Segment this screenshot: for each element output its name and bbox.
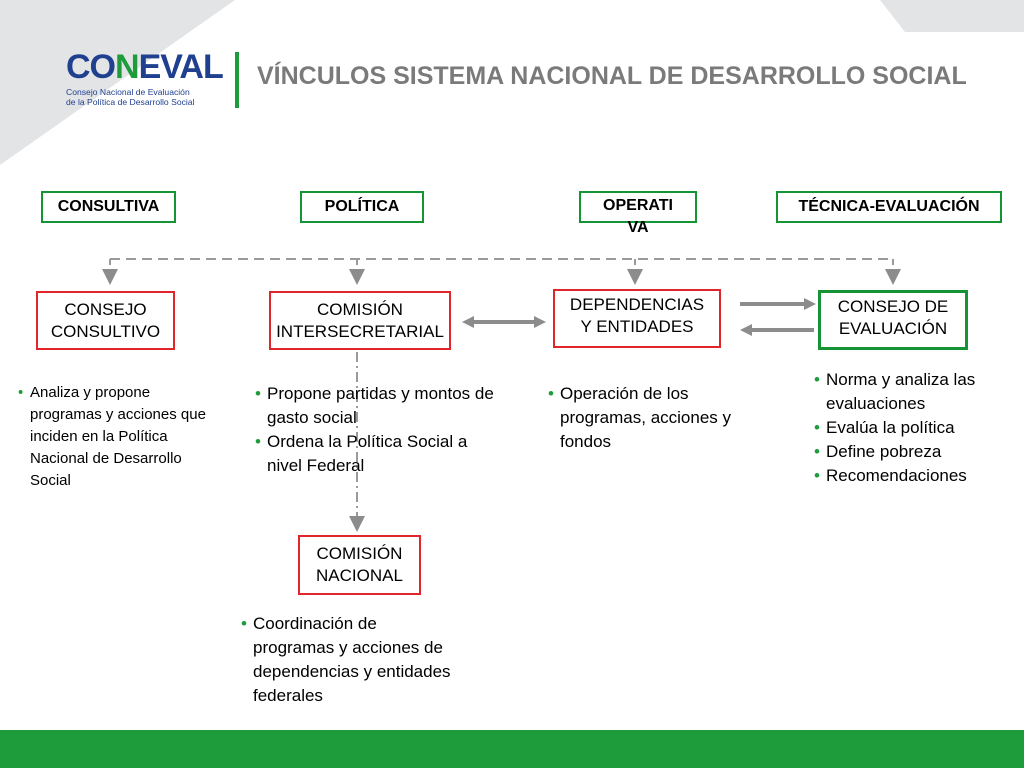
category-operativa: OPERATI VA — [579, 191, 697, 223]
node-comision-intersecretarial: COMISIÓN INTERSECRETARIAL — [269, 291, 451, 350]
list-item: • Define pobreza — [814, 440, 1014, 464]
logo-wordmark: CONEVAL — [66, 48, 223, 86]
category-consultiva: CONSULTIVA — [41, 191, 176, 223]
list-item: • Coordinación de programas y acciones de dependencias y entidades federales — [241, 612, 456, 708]
list-item: • Operación de los programas, acciones y fondos — [548, 382, 758, 454]
node-consejo-consultivo: CONSEJO CONSULTIVO — [36, 291, 175, 350]
slide-title: VÍNCULOS SISTEMA NACIONAL DE DESARROLLO SOCIAL — [257, 62, 967, 90]
bullets-evaluacion — [814, 368, 1014, 488]
bullets-intersecretarial — [255, 382, 495, 478]
list-item: • Norma y analiza las evaluaciones — [814, 368, 1014, 416]
logo-subtitle-line1: Consejo Nacional de Evaluación — [66, 87, 190, 97]
node-dependencias-entidades: DEPENDENCIAS Y ENTIDADES — [553, 289, 721, 348]
list-item: • Propone partidas y montos de gasto social — [255, 382, 495, 430]
bullets-dependencias — [548, 382, 758, 454]
list-item: • Recomendaciones — [814, 464, 1014, 488]
list-item: • Evalúa la política — [814, 416, 1014, 440]
list-item: • Analiza y propone programas y acciones que inciden en la Política Nacional de Desarrollo Social — [18, 382, 218, 492]
logo-subtitle-line2: de la Política de Desarrollo Social — [66, 97, 195, 107]
bullets-nacional — [241, 612, 456, 708]
list-item: • Ordena la Política Social a nivel Federal — [255, 430, 495, 478]
bullets-consultivo — [18, 382, 218, 492]
category-politica: POLÍTICA — [300, 191, 424, 223]
footer-bar — [0, 730, 1024, 768]
node-comision-nacional: COMISIÓN NACIONAL — [298, 535, 421, 595]
category-tecnica-evaluacion: TÉCNICA-EVALUACIÓN — [776, 191, 1002, 223]
node-consejo-evaluacion: CONSEJO DE EVALUACIÓN — [818, 290, 968, 350]
